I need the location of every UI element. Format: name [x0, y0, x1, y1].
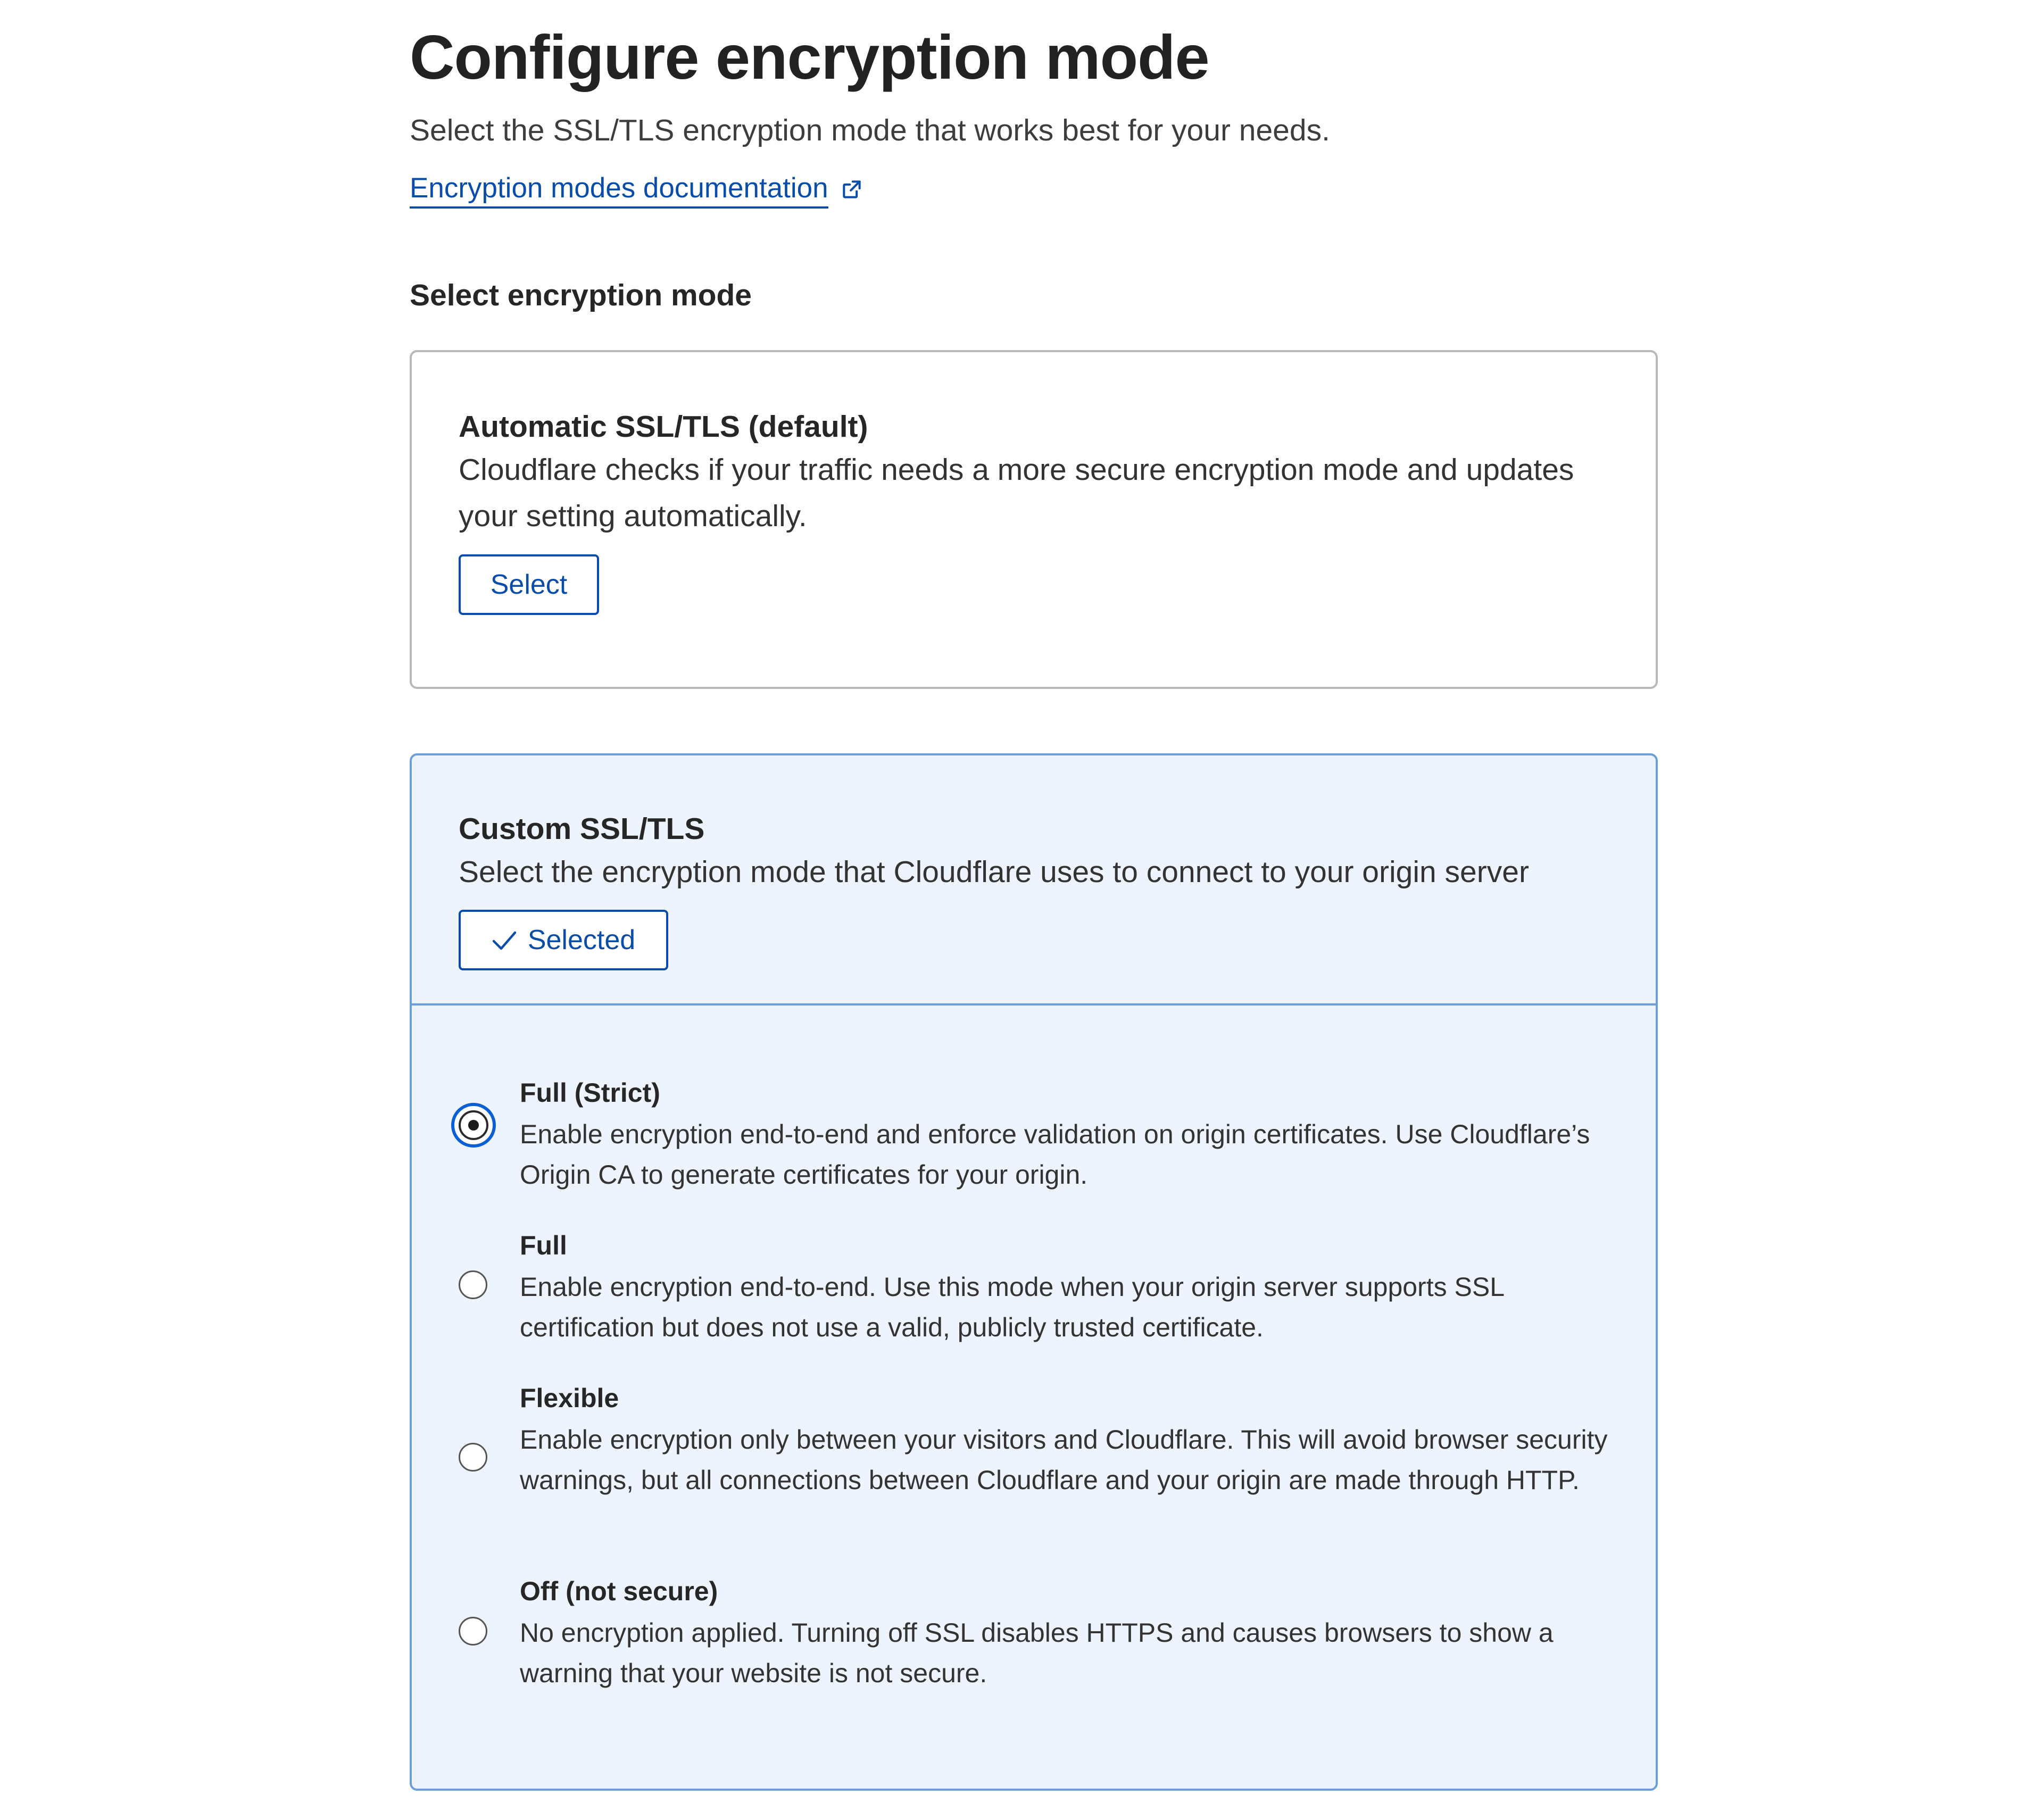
select-automatic-button[interactable]: [459, 554, 599, 615]
option-title: Off (not secure): [520, 1576, 718, 1606]
radio-full-strict[interactable]: [451, 1103, 496, 1148]
page-subtitle: Select the SSL/TLS encryption mode that works best for your needs.: [410, 113, 1330, 147]
radio-flexible[interactable]: [459, 1443, 487, 1472]
custom-ssl-description: Select the encryption mode that Cloudflare uses to connect to your origin server: [459, 855, 1529, 889]
custom-selected-button-label: Selected: [527, 925, 636, 955]
radio-off[interactable]: [459, 1617, 487, 1646]
option-title: Flexible: [520, 1383, 619, 1413]
custom-ssl-title: Custom SSL/TLS: [459, 812, 705, 846]
encryption-docs-link-label: Encryption modes documentation: [410, 170, 828, 209]
option-title: Full: [520, 1231, 567, 1260]
check-icon: [492, 929, 517, 951]
custom-ssl-card: [410, 753, 1658, 1791]
option-description: Enable encryption end-to-end. Use this mode when your origin server supports SSL certification but does not use a valid, publicly trusted certificate.: [520, 1272, 1504, 1342]
automatic-ssl-description: Cloudflare checks if your traffic needs a more secure encryption mode and updates your setting automatically.: [459, 453, 1574, 533]
option-title: Full (Strict): [520, 1078, 660, 1108]
encryption-docs-link[interactable]: [410, 170, 863, 209]
radio-dot: [468, 1120, 479, 1131]
radio-full[interactable]: [459, 1270, 487, 1299]
automatic-ssl-card: [410, 350, 1658, 689]
radio-inner-ring: [459, 1110, 488, 1140]
option-description: Enable encryption end-to-end and enforce validation on origin certificates. Use Cloudflare’s Origin CA to generate certificates for your origin.: [520, 1119, 1590, 1190]
section-label: Select encryption mode: [410, 278, 752, 312]
automatic-ssl-title: Automatic SSL/TLS (default): [459, 410, 868, 444]
external-link-icon: [840, 178, 863, 201]
custom-selected-button[interactable]: [459, 910, 668, 970]
option-description: Enable encryption only between your visitors and Cloudflare. This will avoid browser security warnings, but all connections between Cloudflare and your origin are made through HTTP.: [520, 1425, 1608, 1495]
option-description: No encryption applied. Turning off SSL disables HTTPS and causes browsers to show a warning that your website is not secure.: [520, 1618, 1554, 1688]
select-automatic-button-label: Select: [490, 569, 568, 600]
page-title: Configure encryption mode: [410, 22, 1209, 92]
card-divider: [412, 1003, 1656, 1005]
